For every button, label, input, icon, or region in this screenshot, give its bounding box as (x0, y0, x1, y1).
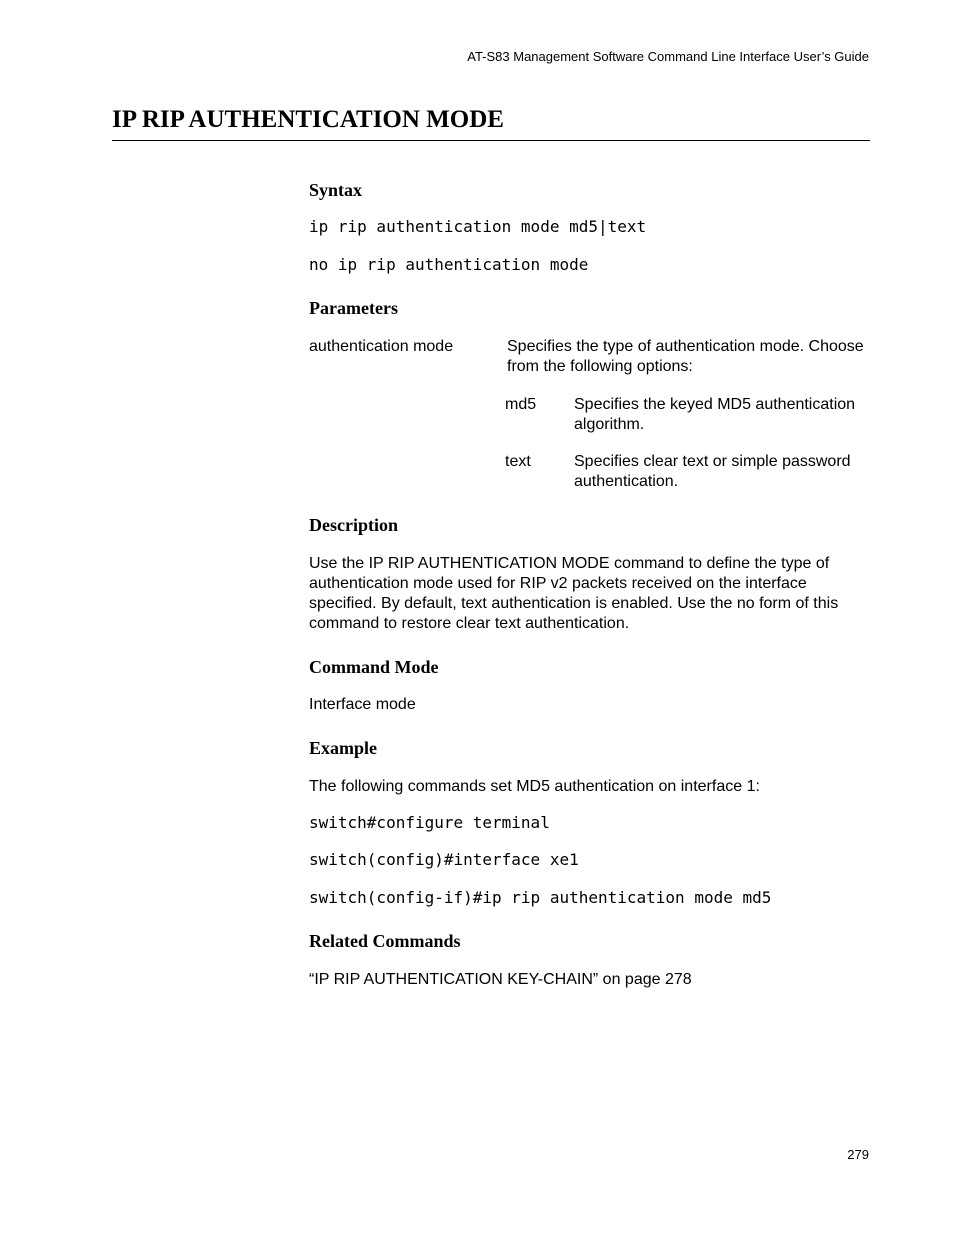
example-heading: Example (309, 738, 378, 758)
example-line: switch(config)#interface xe1 (309, 850, 579, 869)
option-name: md5 (505, 396, 537, 413)
parameter-description: Specifies the type of authentication mode. Choose from the following options: (507, 338, 864, 375)
syntax-heading: Syntax (309, 180, 363, 200)
option-description: Specifies the keyed MD5 authentication algorithm. (574, 396, 856, 433)
title-rule (112, 140, 870, 141)
example-line: switch#configure terminal (309, 813, 550, 832)
command-mode-heading: Command Mode (309, 657, 439, 677)
option-name: text (505, 453, 531, 470)
page-title: IP RIP AUTHENTICATION MODE (112, 106, 504, 133)
command-mode-text: Interface mode (309, 696, 416, 713)
page-number: 279 (847, 1147, 869, 1162)
syntax-line: no ip rip authentication mode (309, 255, 589, 274)
parameters-heading: Parameters (309, 298, 398, 318)
related-command-link[interactable]: “IP RIP AUTHENTICATION KEY-CHAIN” on page 278 (309, 971, 692, 988)
option-description: Specifies clear text or simple password authentication. (574, 453, 851, 490)
example-intro: The following commands set MD5 authentication on interface 1: (309, 778, 760, 795)
parameter-name: authentication mode (309, 338, 454, 355)
syntax-line: ip rip authentication mode md5|text (309, 217, 647, 236)
description-heading: Description (309, 515, 398, 535)
example-line: switch(config-if)#ip rip authentication mode md5 (309, 888, 772, 907)
description-text: Use the IP RIP AUTHENTICATION MODE command to define the type of authentication mode used for RIP v2 packets received on the interface specified. By default, text authentication is enabled. Use the no form of this command to restore clear text authentication. (309, 555, 839, 632)
running-header: AT-S83 Management Software Command Line Interface User’s Guide (467, 49, 869, 64)
related-commands-heading: Related Commands (309, 931, 461, 951)
